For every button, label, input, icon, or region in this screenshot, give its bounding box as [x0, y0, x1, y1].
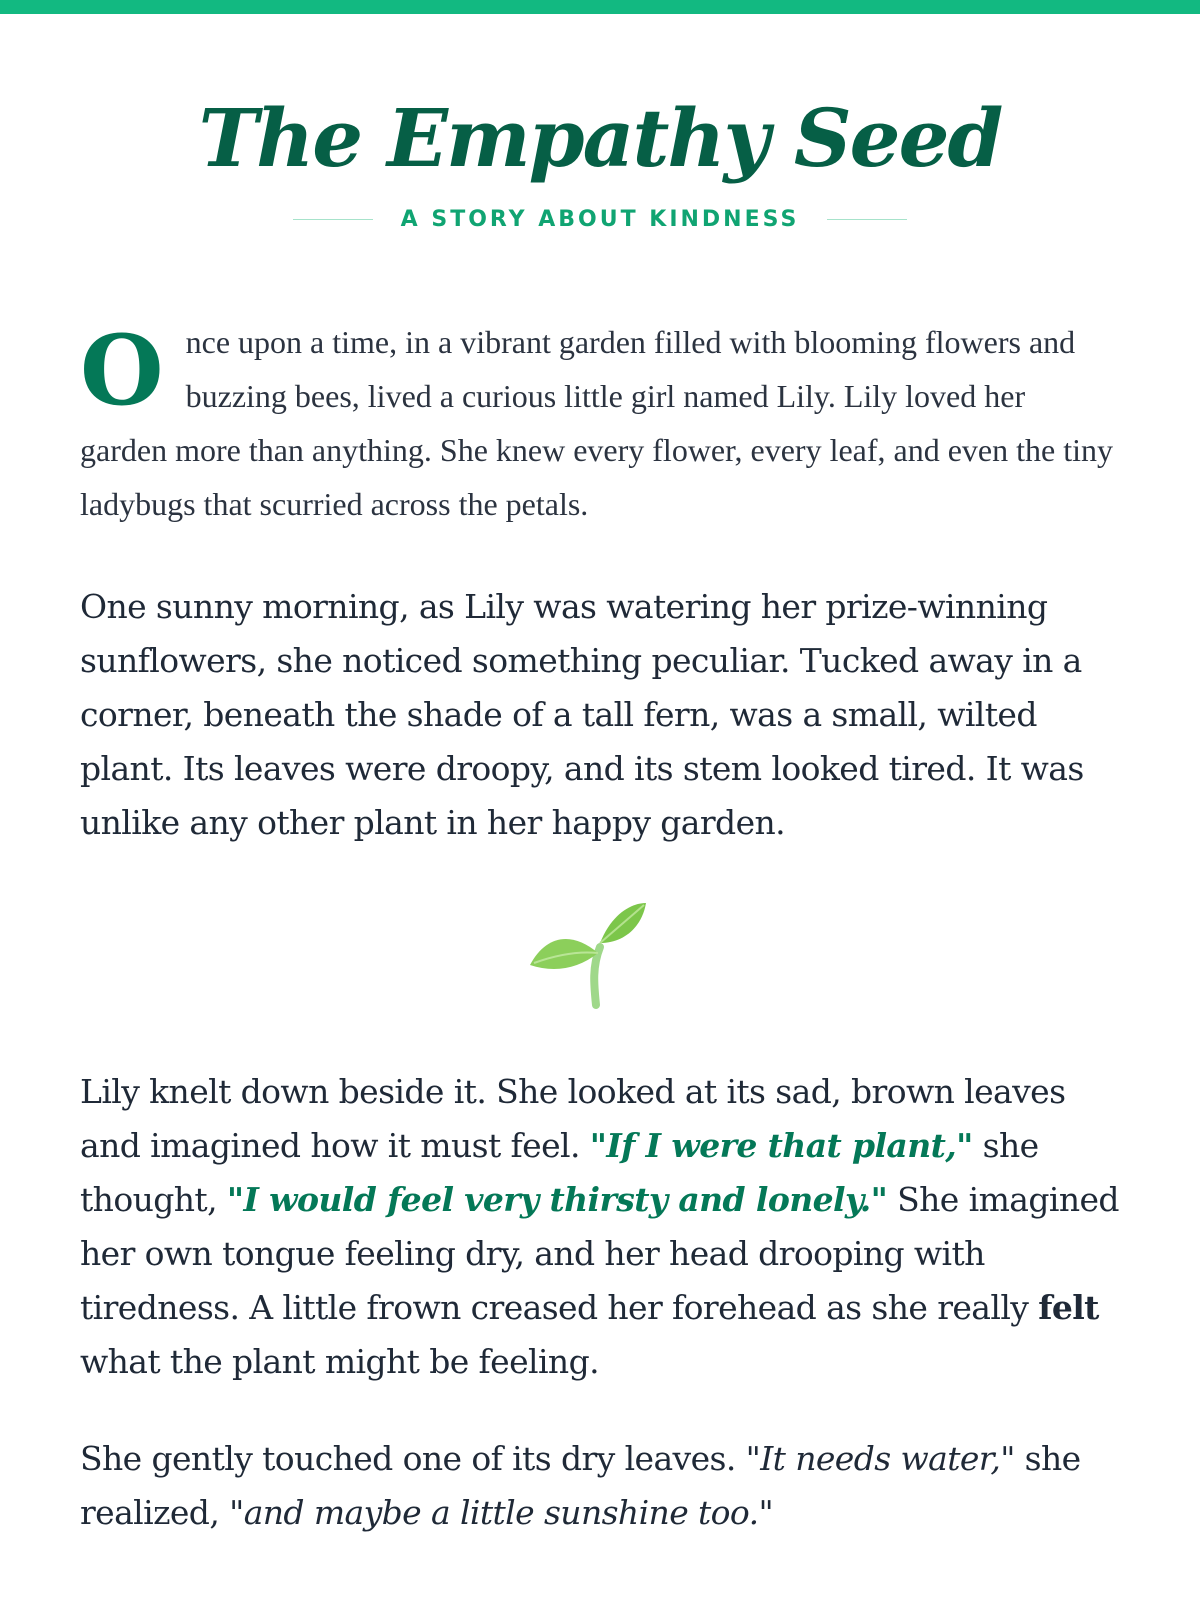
thought-quote-1: "If I were that plant,"	[589, 1126, 973, 1165]
spoken-quote-2: "and maybe a little sunshine too."	[229, 1493, 774, 1532]
paragraph-3-text-d: what the plant might be feeling.	[80, 1342, 599, 1381]
spoken-quote-1: "It needs water,"	[745, 1439, 1015, 1478]
paragraph-3	[80, 1065, 1120, 1389]
paragraph-3-text-b: she thought,	[80, 1126, 1039, 1219]
subtitle-right-rule	[827, 219, 907, 220]
paragraph-1-text: nce upon a time, in a vibrant garden filled with blooming flowers and buzzing bees, lived a curious little girl named Lily. Lily loved her garden more than anything. She knew every flower, every leaf, and even the tiny ladybugs that scurried across the petals.	[80, 324, 1113, 522]
subtitle-row	[0, 204, 1200, 234]
top-accent-bar	[0, 0, 1200, 14]
paragraph-4-text-b: she realized,	[80, 1439, 1081, 1532]
paragraph-4-text-a: She gently touched one of its dry leaves.	[80, 1439, 746, 1478]
page-title: The Empathy Seed	[198, 91, 1002, 185]
sprout-icon	[520, 895, 660, 1015]
emphasis-felt: felt	[1038, 1288, 1099, 1327]
subtitle-left-rule	[293, 219, 373, 220]
drop-cap: O	[80, 314, 164, 427]
paragraph-3-text-c: She imagined her own tongue feeling dry, and her head drooping with tiredness. A little frown creased her forehead as she really	[80, 1180, 1119, 1327]
subtitle: A STORY ABOUT KINDNESS	[400, 206, 800, 232]
paragraph-3-text-a: Lily knelt down beside it. She looked at its sad, brown leaves and imagined how it must feel.	[80, 1072, 1066, 1165]
thought-quote-2: "I would feel very thirsty and lonely."	[226, 1180, 888, 1219]
paragraph-2: One sunny morning, as Lily was watering her prize-winning sunflowers, she noticed something peculiar. Tucked away in a corner, beneath the shade of a tall fern, was a small, wilted plant. Its leaves were droopy, and its stem looked tired. It was unlike any other plant in her happy garden.	[80, 587, 1084, 842]
paragraph-4	[80, 1432, 1120, 1540]
paragraph-1	[80, 315, 1120, 531]
